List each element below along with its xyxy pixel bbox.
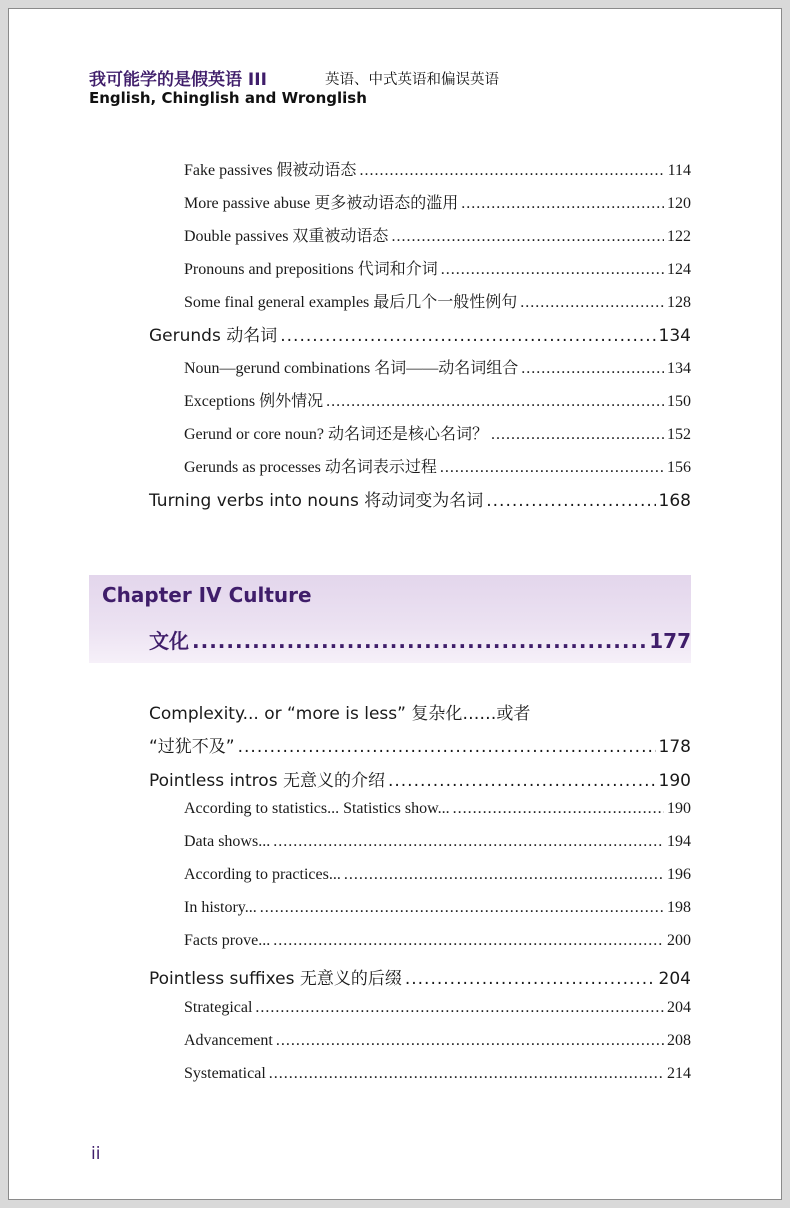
toc-entry-page: 114 — [667, 162, 691, 179]
toc-entry-text: Gerund or core noun? 动名词还是核心名词？ — [184, 426, 488, 443]
dot-leader — [461, 195, 664, 213]
toc-entry-text: Some final general examples 最后几个一般性例句 — [184, 294, 518, 311]
toc-entry[interactable] — [184, 932, 691, 950]
toc-entry-text: More passive abuse 更多被动语态的滥用 — [184, 195, 459, 212]
toc-entry-page: 156 — [667, 459, 691, 476]
toc-entry-page: 120 — [667, 195, 691, 212]
running-subtitle-cn: 英语、中式英语和偏误英语 — [325, 72, 499, 88]
toc-entry[interactable] — [184, 388, 691, 411]
toc-entry[interactable] — [184, 866, 691, 884]
dot-leader — [276, 1032, 664, 1050]
chapter-heading: Chapter IV Culture — [102, 583, 312, 607]
toc-entry-text: According to statistics... Statistics show... — [184, 800, 450, 817]
toc-section-text: Turning verbs into nouns 将动词变为名词 — [149, 491, 484, 511]
toc-section-page: 204 — [658, 969, 691, 989]
toc-section[interactable] — [149, 321, 691, 346]
dot-leader — [344, 866, 664, 884]
toc-section-text: Pointless suffixes 无意义的后缀 — [149, 969, 402, 989]
toc-entry-text: Gerunds as processes 动名词表示过程 — [184, 459, 437, 476]
toc-section[interactable] — [149, 766, 691, 791]
dot-leader — [359, 162, 664, 180]
toc-section[interactable] — [149, 486, 691, 511]
dot-leader — [521, 360, 664, 378]
toc-entry-text: Pronouns and prepositions 代词和介词 — [184, 261, 438, 278]
toc-entry-page: 134 — [667, 360, 691, 377]
toc-section-page: 178 — [658, 737, 691, 757]
toc-entry[interactable] — [184, 800, 691, 818]
toc-entry-page: 124 — [667, 261, 691, 278]
dot-leader — [391, 228, 664, 246]
page-number: ii — [91, 1144, 101, 1164]
toc-section-page: 168 — [658, 491, 691, 511]
dot-leader — [440, 459, 664, 477]
toc-entry-text: Data shows... — [184, 833, 271, 850]
toc-entry-text: Noun—gerund combinations 名词——动名词组合 — [184, 360, 519, 377]
running-title-en: English, Chinglish and Wronglish — [89, 89, 367, 107]
toc-section-text: Gerunds 动名词 — [149, 326, 278, 346]
toc-section-text-line1: Complexity... or “more is less” 复杂化……或者 — [149, 704, 531, 724]
toc-entry[interactable] — [184, 833, 691, 851]
running-title-cn: 我可能学的是假英语 III — [89, 70, 267, 90]
dot-leader — [405, 969, 656, 989]
dot-leader — [269, 1065, 664, 1083]
dot-leader — [273, 932, 664, 950]
toc-entry-text: Systematical — [184, 1065, 266, 1082]
dot-leader — [453, 800, 664, 818]
toc-entry-page: 198 — [667, 899, 691, 916]
dot-leader — [255, 999, 664, 1017]
toc-entry[interactable] — [184, 223, 691, 246]
toc-entry-text: Strategical — [184, 999, 253, 1016]
toc-entry[interactable] — [184, 256, 691, 279]
toc-entry[interactable] — [184, 454, 691, 477]
toc-entry-page: 208 — [667, 1032, 691, 1049]
toc-entry-page: 196 — [667, 866, 691, 883]
toc-entry-page: 128 — [667, 294, 691, 311]
toc-entry-text: Fake passives 假被动语态 — [184, 162, 357, 179]
chapter-page: 177 — [649, 629, 691, 653]
toc-entry[interactable] — [184, 190, 691, 213]
toc-entry[interactable] — [184, 289, 691, 312]
toc-section-page: 190 — [658, 771, 691, 791]
toc-section[interactable] — [149, 964, 691, 989]
toc-entry-page: 190 — [667, 800, 691, 817]
dot-leader — [238, 737, 656, 757]
chapter-cn-title: 文化 — [149, 629, 189, 653]
dot-leader — [192, 629, 646, 653]
toc-entry-page: 204 — [667, 999, 691, 1016]
toc-entry[interactable] — [184, 1032, 691, 1050]
toc-entry-page: 122 — [667, 228, 691, 245]
dot-leader — [491, 426, 664, 444]
toc-entry-text: Exceptions 例外情况 — [184, 393, 324, 410]
toc-entry[interactable] — [184, 421, 691, 444]
toc-entry-page: 194 — [667, 833, 691, 850]
dot-leader — [280, 326, 655, 346]
toc-entry-page: 200 — [667, 932, 691, 949]
toc-entry-text: According to practices... — [184, 866, 341, 883]
dot-leader — [260, 899, 664, 917]
toc-entry-page: 150 — [667, 393, 691, 410]
toc-section-text-line2: “过犹不及” — [149, 737, 235, 757]
toc-entry[interactable] — [184, 899, 691, 917]
toc-entry[interactable] — [184, 355, 691, 378]
dot-leader — [486, 491, 655, 511]
toc-section-page: 134 — [658, 326, 691, 346]
toc-entry-text: Double passives 双重被动语态 — [184, 228, 389, 245]
dot-leader — [520, 294, 664, 312]
toc-entry[interactable] — [184, 1065, 691, 1083]
toc-entry-text: Advancement — [184, 1032, 273, 1049]
chapter-entry[interactable] — [149, 625, 691, 654]
toc-entry[interactable] — [184, 157, 691, 180]
toc-entry-text: In history... — [184, 899, 257, 916]
dot-leader — [441, 261, 664, 279]
dot-leader — [273, 833, 664, 851]
dot-leader — [326, 393, 664, 411]
toc-section-text: Pointless intros 无意义的介绍 — [149, 771, 385, 791]
dot-leader — [388, 771, 656, 791]
toc-entry-page: 214 — [667, 1065, 691, 1082]
toc-entry[interactable] — [184, 999, 691, 1017]
toc-section[interactable] — [149, 732, 691, 757]
toc-entry-text: Facts prove... — [184, 932, 271, 949]
book-page — [8, 8, 782, 1200]
toc-entry-page: 152 — [667, 426, 691, 443]
